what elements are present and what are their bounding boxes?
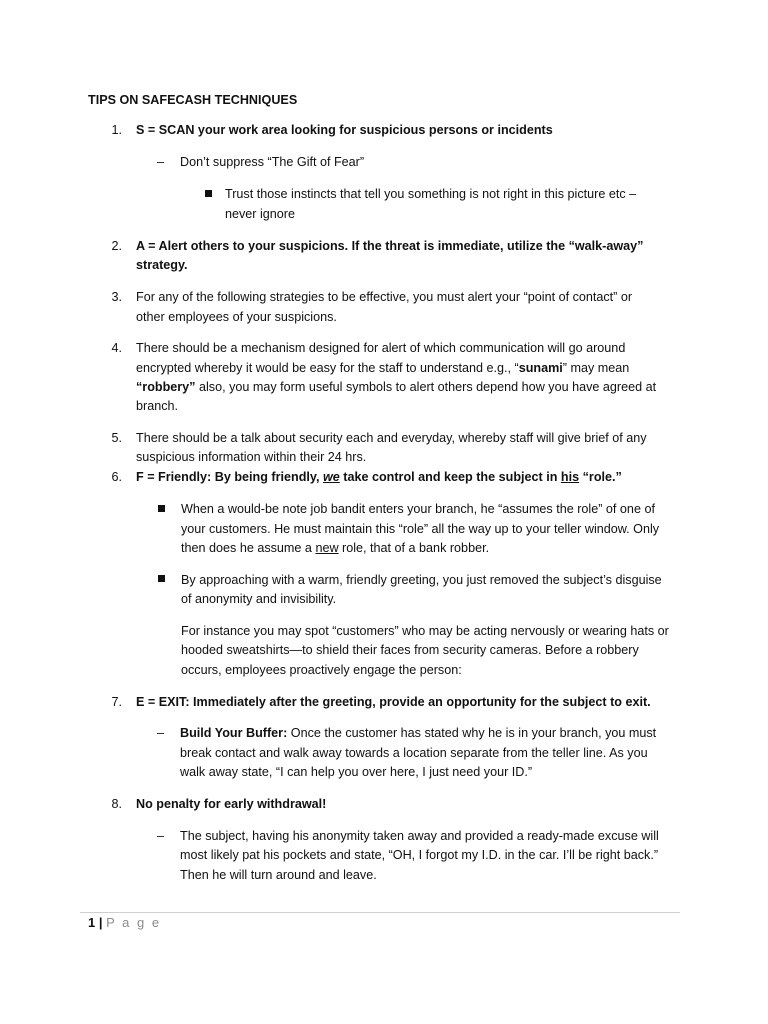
list-number: 2.	[111, 239, 122, 253]
list-item-text: There should be a mechanism designed for alert of which communication will go around	[136, 341, 626, 355]
sub-bullet-text: When a would-be note job bandit enters your branch, he “assumes the role” of one of	[181, 502, 655, 516]
list-number: 7.	[111, 695, 122, 709]
list-item-text: A = Alert others to your suspicions. If the threat is immediate, utilize the “walk-away”	[136, 239, 644, 253]
sub-bullet-text: your customers. He must maintain this “role” all the way up to your teller window. Only	[181, 522, 660, 536]
sub-bullet-text: never ignore	[225, 207, 296, 221]
list-item-text: S = SCAN your work area looking for suspicious persons or incidents	[136, 123, 553, 137]
list-number: 5.	[111, 431, 122, 445]
square-bullet-icon	[158, 575, 165, 582]
page-footer	[88, 916, 161, 929]
sub-item-text: most likely pat his pockets and state, “OH, I forgot my I.D. in the car. I’ll be right back.”	[180, 848, 659, 862]
sub-item-text: The subject, having his anonymity taken away and provided a ready-made excuse will	[180, 829, 659, 843]
list-item-text: No penalty for early withdrawal!	[136, 797, 327, 811]
list-item-text: F = Friendly: By being friendly, we take control and keep the subject in his “role.”	[136, 470, 622, 484]
list-item-text: There should be a talk about security each and everyday, whereby staff will give brief of any	[136, 431, 647, 445]
footer-separator: |	[98, 915, 103, 930]
document-title: TIPS ON SAFECASH TECHNIQUES	[88, 93, 298, 107]
sub-bullet-text: By approaching with a warm, friendly greeting, you just removed the subject’s disguise	[181, 573, 662, 587]
paragraph-text: hooded sweatshirts—to shield their faces from security cameras. Before a robbery	[181, 643, 639, 657]
sub-item-text: break contact and walk away towards a location separate from the teller line. As you	[180, 746, 648, 760]
list-item-text: E = EXIT: Immediately after the greeting, provide an opportunity for the subject to exit.	[136, 695, 651, 709]
list-item-text: suspicious information within their 24 hrs.	[136, 450, 367, 464]
paragraph-text: occurs, employees proactively engage the person:	[181, 663, 462, 677]
dash-bullet-icon: –	[157, 829, 165, 843]
square-bullet-icon	[158, 505, 165, 512]
sub-item-text: Build Your Buffer: Once the customer has stated why he is in your branch, you must	[180, 726, 657, 740]
sub-bullet-text: Trust those instincts that tell you something is not right in this picture etc –	[225, 187, 637, 201]
list-number: 1.	[111, 123, 122, 137]
sub-bullet-text: then does he assume a new role, that of a bank robber.	[181, 541, 490, 555]
list-item-text: strategy.	[136, 258, 188, 272]
page-label: P a g e	[106, 915, 162, 930]
list-number: 3.	[111, 290, 122, 304]
list-number: 8.	[111, 797, 122, 811]
list-item-text: “robbery” also, you may form useful symbols to alert others depend how you have agreed at	[136, 380, 657, 394]
list-item-text: For any of the following strategies to be effective, you must alert your “point of contact” or	[136, 290, 633, 304]
sub-item-text: walk away state, “I can help you over here, I just need your ID.”	[180, 765, 533, 779]
list-item-text: branch.	[136, 399, 179, 413]
dash-bullet-icon: –	[157, 155, 165, 169]
list-item-text: encrypted whereby it would be easy for the staff to understand e.g., “sunami” may mean	[136, 361, 630, 375]
list-number: 4.	[111, 341, 122, 355]
page-number: 1	[88, 915, 96, 930]
sub-bullet-text: of anonymity and invisibility.	[181, 592, 337, 606]
list-number: 6.	[111, 470, 122, 484]
square-bullet-icon	[205, 190, 212, 197]
paragraph-text: For instance you may spot “customers” who may be acting nervously or wearing hats or	[181, 624, 669, 638]
list-item-text: other employees of your suspicions.	[136, 310, 337, 324]
sub-item-text: Then he will turn around and leave.	[180, 868, 377, 882]
footer-divider	[80, 912, 680, 913]
sub-item-text: Don’t suppress “The Gift of Fear”	[180, 155, 365, 169]
dash-bullet-icon: –	[157, 726, 165, 740]
